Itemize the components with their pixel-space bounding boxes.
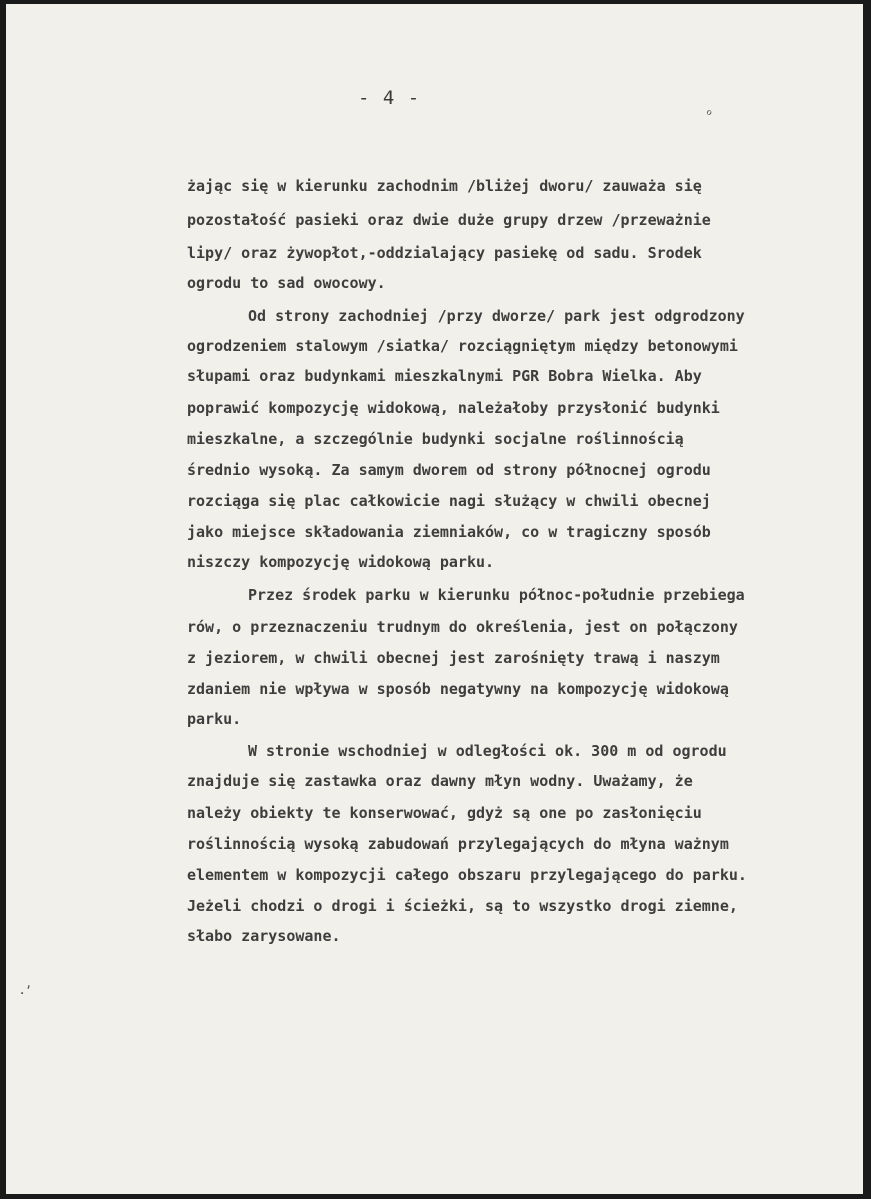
text-line: niszczy kompozycję widokową parku.: [187, 553, 495, 571]
text-line: mieszkalne, a szczególnie budynki socjalne roślinnością: [187, 430, 684, 448]
text-line: rozciąga się plac całkowicie nagi służący w chwili obecnej: [187, 492, 711, 510]
text-line: W stronie wschodniej w odległości ok. 300 m od ogrodu: [248, 742, 727, 760]
text-line: ogrodu to sad owocowy.: [187, 274, 386, 292]
text-line: jako miejsce składowania ziemniaków, co w tragiczny sposób: [187, 523, 711, 541]
text-line: Jeżeli chodzi o drogi i ścieżki, są to wszystko drogi ziemne,: [187, 897, 738, 915]
text-line: rów, o przeznaczeniu trudnym do określenia, jest on połączony: [187, 618, 738, 636]
text-line: Przez środek parku w kierunku północ-południe przebiega: [248, 586, 745, 604]
text-line: znajduje się zastawka oraz dawny młyn wodny. Uważamy, że: [187, 772, 693, 790]
ink-mark: ⠠ʼ: [16, 984, 33, 998]
text-line: ogrodzeniem stalowym /siatka/ rozciągniętym między betonowymi: [187, 337, 738, 355]
ink-mark: ℴ: [704, 103, 715, 119]
text-line: słabo zarysowane.: [187, 927, 341, 945]
text-line: roślinnością wysoką zabudowań przylegających do młyna ważnym: [187, 835, 729, 853]
text-line: pozostałość pasieki oraz dwie duże grupy drzew /przeważnie: [187, 211, 711, 229]
text-line: średnio wysoką. Za samym dworem od strony północnej ogrodu: [187, 461, 711, 479]
page-number: - 4 -: [358, 87, 421, 109]
text-line: należy obiekty te konserwować, gdyż są one po zasłonięciu: [187, 804, 702, 822]
text-line: zdaniem nie wpływa w sposób negatywny na kompozycję widokową: [187, 680, 729, 698]
text-line: elementem w kompozycji całego obszaru przylegającego do parku.: [187, 866, 747, 884]
text-line: żając się w kierunku zachodnim /bliżej dworu/ zauważa się: [187, 177, 702, 195]
text-line: parku.: [187, 710, 242, 728]
text-line: Od strony zachodniej /przy dworze/ park jest odgrodzony: [248, 307, 745, 325]
text-line: słupami oraz budynkami mieszkalnymi PGR Bobra Wielka. Aby: [187, 367, 702, 385]
text-line: z jeziorem, w chwili obecnej jest zarośnięty trawą i naszym: [187, 649, 720, 667]
text-line: poprawić kompozycję widokową, należałoby przysłonić budynki: [187, 399, 720, 417]
text-line: lipy/ oraz żywopłot,-oddzialający pasiekę od sadu. Srodek: [187, 244, 702, 262]
